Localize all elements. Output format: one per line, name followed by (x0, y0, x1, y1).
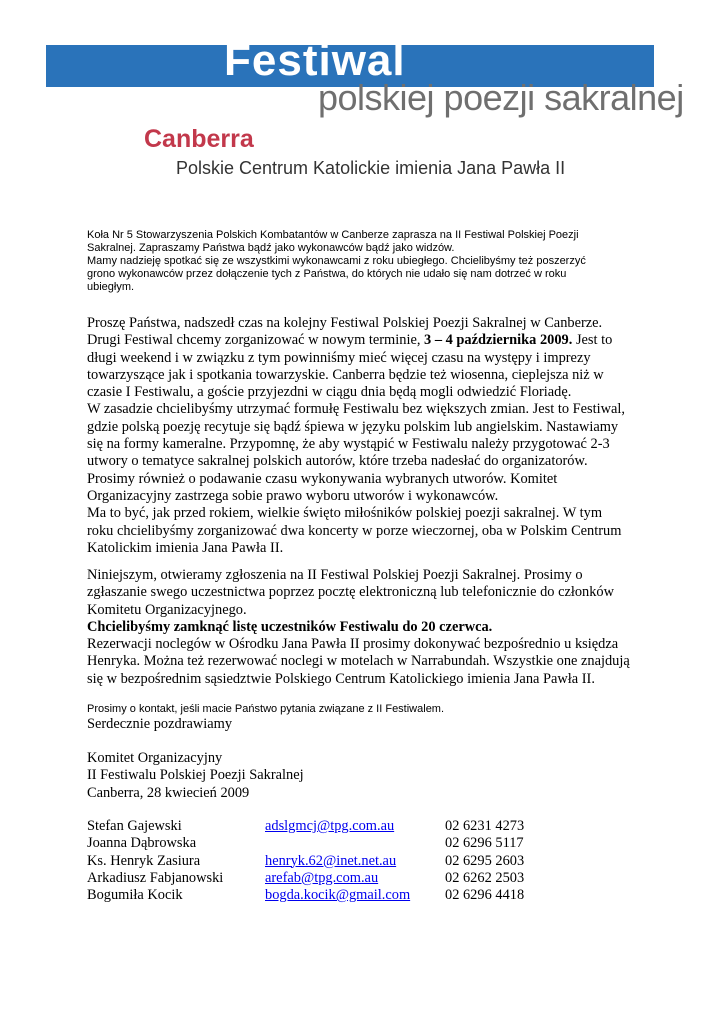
body-line: Katolickim imienia Jana Pawła II. (87, 539, 284, 556)
contact-phone: 02 6262 2503 (445, 869, 525, 886)
body-line: Niniejszym, otwieramy zgłoszenia na II Festiwal Polskiej Poezji Sakralnej. Prosimy o (87, 567, 583, 583)
festival-date: 3 – 4 października 2009. (424, 332, 573, 349)
contact-name: Bogumiła Kocik (87, 887, 183, 904)
body-line: Henryka. Można też rezerwować noclegi w motelach w Narrabundah. Wszystkie one znajdują (87, 653, 630, 670)
center-name: Polskie Centrum Katolickie imienia Jana Pawła II (176, 158, 566, 178)
contact-phone: 02 6295 2603 (445, 852, 525, 869)
signature-line: Komitet Organizacyjny (87, 750, 223, 766)
body-line: się na formy kameralne. Przypomnę, że aby wystąpić w Festiwalu należy przygotować 2-3 (87, 436, 610, 453)
body-line-date (87, 332, 667, 349)
body-text: Jest to (572, 332, 613, 349)
body-line: gdzie polską poezję recytuje się bądź śpiewa w języku polskim lub angielskim. Nastawiamy (87, 418, 619, 435)
intro-line: grono wykonawców przez dołączenie tych z Państwa, do których nie udało się nam dotrzeć w roku (87, 268, 567, 280)
contact-phone: 02 6231 4273 (445, 818, 525, 834)
contact-name: Joanna Dąbrowska (87, 835, 197, 852)
body-paragraph-2 (87, 567, 667, 688)
deadline-line: Chcielibyśmy zamknąć listę uczestników Festiwalu do 20 czerwca. (87, 618, 493, 635)
greeting: Serdecznie pozdrawiamy (87, 716, 233, 732)
signature-line: Canberra, 28 kwiecień 2009 (87, 784, 250, 801)
contact-email-link[interactable]: arefab@tpg.com.au (265, 869, 379, 886)
body-line: utwory o tematyce sakralnej polskich autorów, które trzeba nadesłać do organizatorów. (87, 453, 588, 470)
signature-line: II Festiwalu Polskiej Poezji Sakralnej (87, 767, 304, 784)
body-line: W zasadzie chcielibyśmy utrzymać formułę Festiwalu bez większych zmian. Jest to Festiwal, (87, 401, 626, 418)
intro-line: ubiegłym. (87, 281, 135, 293)
body-line: Proszę Państwa, nadszedł czas na kolejny Festiwal Polskiej Poezji Sakralnej w Canberze. (87, 315, 603, 331)
body-line: roku chcielibyśmy zorganizować dwa koncerty w porze wieczornej, oba w Polskim Centrum (87, 522, 622, 539)
intro-paragraph (87, 229, 657, 294)
body-line: Organizacyjny zastrzega sobie prawo wyboru utworów i wykonawców. (87, 487, 499, 504)
contact-note (87, 703, 657, 716)
body-line: długi weekend i w związku z tym powinniśmy mieć więcej czasu na występy i imprezy (87, 349, 591, 366)
contact-email-link[interactable]: bogda.kocik@gmail.com (265, 887, 411, 904)
contact-name: Arkadiusz Fabjanowski (87, 869, 224, 886)
body-line: towarzyszące jak i spotkania towarzyskie. Canberra będzie też wiosenna, cieplejsza niż w (87, 366, 604, 383)
body-paragraph-1 (87, 315, 667, 557)
contact-phone: 02 6296 4418 (445, 887, 525, 904)
intro-line: Mamy nadzieję spotkać się ze wszystkimi wykonawcami z roku ubiegłego. Chcielibyśmy też poszerzyć (87, 255, 586, 267)
contact-email-link[interactable]: henryk.62@inet.net.au (265, 852, 397, 869)
body-line: czasie I Festiwalu, a goście przyjezdni w ciągu dnia będą mogli odwiedzić Floriadę. (87, 384, 572, 401)
contact-phone: 02 6296 5117 (445, 835, 524, 852)
contact-email-link[interactable]: adslgmcj@tpg.com.au (265, 818, 395, 834)
body-line: Ma to być, jak przed rokiem, wielkie święto miłośników polskiej poezji sakralnej. W tym (87, 505, 603, 522)
contact-name: Stefan Gajewski (87, 818, 182, 834)
body-line: Prosimy również o podawanie czasu wykonywania wybranych utworów. Komitet (87, 470, 558, 487)
contact-name: Ks. Henryk Zasiura (87, 852, 201, 869)
body-line: Komitetu Organizacyjnego. (87, 601, 247, 618)
body-text: Drugi Festiwal chcemy zorganizować w nowym terminie, (87, 332, 425, 349)
body-line: Rezerwacji noclegów w Ośrodku Jana Pawła II prosimy dokonywać bezpośrednio u księdza (87, 636, 619, 653)
festival-title: Festiwal (224, 36, 406, 85)
intro-line: Sakralnej. Zapraszamy Państwa bądź jako wykonawców bądź jako widzów. (87, 242, 455, 254)
body-line: zgłaszanie swego uczestnictwa poprzez pocztę elektroniczną lub telefonicznie do członków (87, 584, 615, 601)
greeting-block (87, 716, 667, 733)
signature-block (87, 750, 667, 802)
body-line: się w bezpośrednim sąsiedztwie Polskiego Centrum Katolickiego imienia Jana Pawła II. (87, 670, 595, 687)
city-name: Canberra (144, 125, 254, 153)
intro-line: Koła Nr 5 Stowarzyszenia Polskich Kombatantów w Canberze zaprasza na II Festiwal Polskiej Poezji (87, 229, 579, 241)
festival-subtitle: polskiej poezji sakralnej (318, 77, 684, 118)
contact-note-text: Prosimy o kontakt, jeśli macie Państwo pytania związane z II Festiwalem. (87, 703, 445, 715)
